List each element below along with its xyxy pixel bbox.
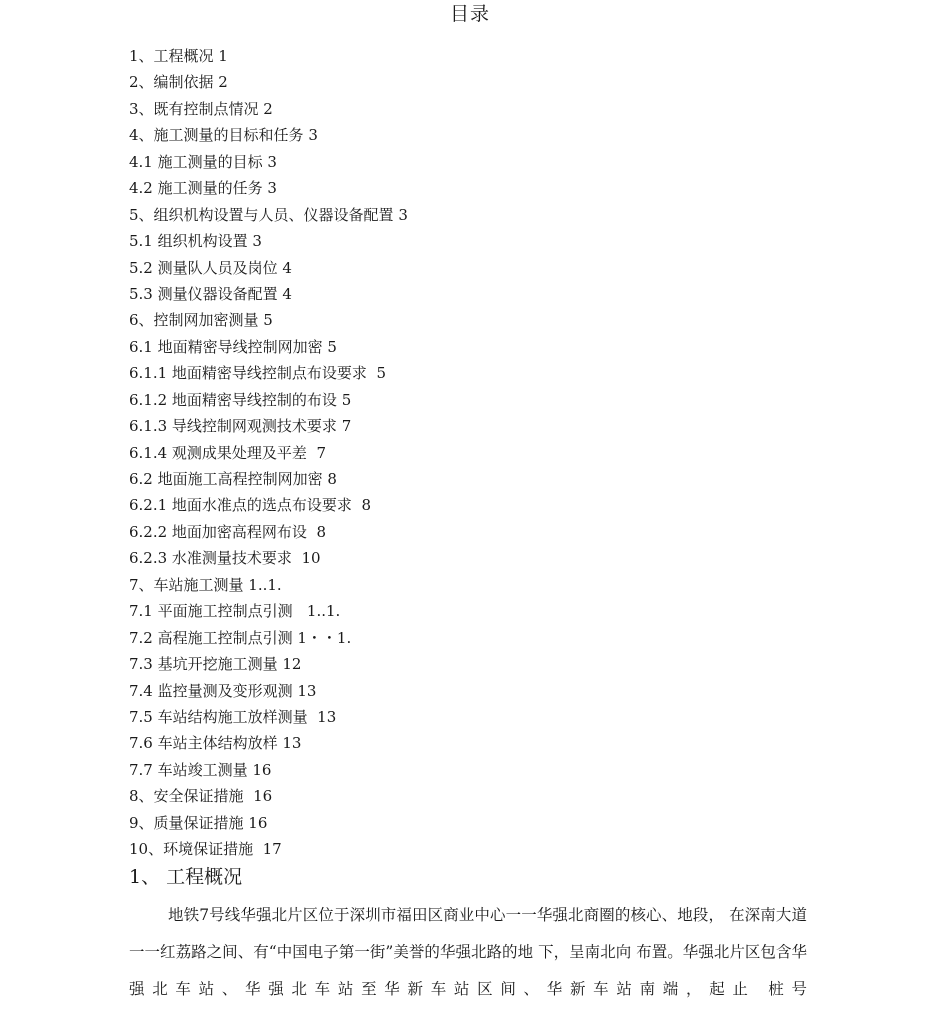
toc-entry[interactable]: 6.1.4 观测成果处理及平差 7 xyxy=(129,443,327,462)
toc-entry[interactable]: 6.2.2 地面加密高程网布设 8 xyxy=(129,522,327,541)
toc-entry[interactable]: 7.4 监控量测及变形观测 13 xyxy=(129,681,317,700)
toc-entry[interactable]: 4.2 施工测量的任务 3 xyxy=(129,179,277,198)
toc-entry[interactable]: 2、编制依据 2 xyxy=(129,73,228,92)
toc-entry[interactable]: 6.2 地面施工高程控制网加密 8 xyxy=(129,470,337,488)
toc-entry[interactable]: 5.3 测量仪器设备配置 4 xyxy=(129,284,292,303)
toc-entry[interactable]: 1、工程概况 1 xyxy=(129,47,228,65)
toc-entry[interactable]: 6.2.1 地面水准点的选点布设要求 8 xyxy=(129,496,372,515)
toc-entry[interactable]: 4.1 施工测量的目标 3 xyxy=(129,152,277,171)
toc-entry[interactable]: 6.1 地面精密导线控制网加密 5 xyxy=(129,337,337,356)
toc-entry[interactable]: 7、车站施工测量 1..1. xyxy=(129,575,282,594)
toc-entry[interactable]: 8、安全保证措施 16 xyxy=(129,787,273,806)
toc-entry[interactable]: 5.1 组织机构设置 3 xyxy=(129,232,262,251)
toc-entry[interactable]: 6.1.2 地面精密导线控制的布设 5 xyxy=(129,390,352,409)
body-paragraph: 地铁7号线华强北片区位于深圳市福田区商业中心一一华强北商圈的核心、地段， 在深南大道一一红荔路之间、有“中国电子第一街”美誉的华强北路的地 下，呈南北向 布置。华强北片区包含华强北车站、华强北车站至华新车站区间、华新车站南端，起止 桩号 xyxy=(129,906,807,998)
toc-entry[interactable]: 6.1.3 导线控制网观测技术要求 7 xyxy=(129,417,352,436)
toc-entry[interactable]: 6.2.3 水准测量技术要求 10 xyxy=(129,549,321,568)
toc-entry[interactable]: 4、施工测量的目标和任务 3 xyxy=(129,126,318,145)
toc-entry[interactable]: 7.7 车站竣工测量 16 xyxy=(129,760,272,779)
toc-entry[interactable]: 6.1.1 地面精密导线控制点布设要求 5 xyxy=(129,364,387,383)
toc-entry[interactable]: 5、组织机构设置与人员、仪器设备配置 3 xyxy=(129,205,408,224)
toc-entry[interactable]: 7.1 平面施工控制点引测 1..1. xyxy=(129,602,341,621)
toc-entry[interactable]: 6、控制网加密测量 5 xyxy=(129,311,273,330)
toc-entry[interactable]: 7.3 基坑开挖施工测量 12 xyxy=(129,655,302,674)
toc-entry[interactable]: 7.6 车站主体结构放样 13 xyxy=(129,734,302,753)
toc-entry[interactable]: 5.2 测量队人员及岗位 4 xyxy=(129,258,292,277)
toc-entry[interactable]: 10、环境保证措施 17 xyxy=(129,840,282,859)
toc-title: 目录 xyxy=(449,3,490,25)
section-heading: 1、 工程概况 xyxy=(129,866,243,888)
toc-entry[interactable]: 9、质量保证措施 16 xyxy=(129,813,268,832)
toc-entry[interactable]: 3、既有控制点情况 2 xyxy=(129,99,273,118)
toc-entry[interactable]: 7.5 车站结构施工放样测量 13 xyxy=(129,707,337,726)
toc-entry[interactable]: 7.2 高程施工控制点引测 1・・1. xyxy=(129,628,352,647)
table-of-contents xyxy=(129,43,408,863)
